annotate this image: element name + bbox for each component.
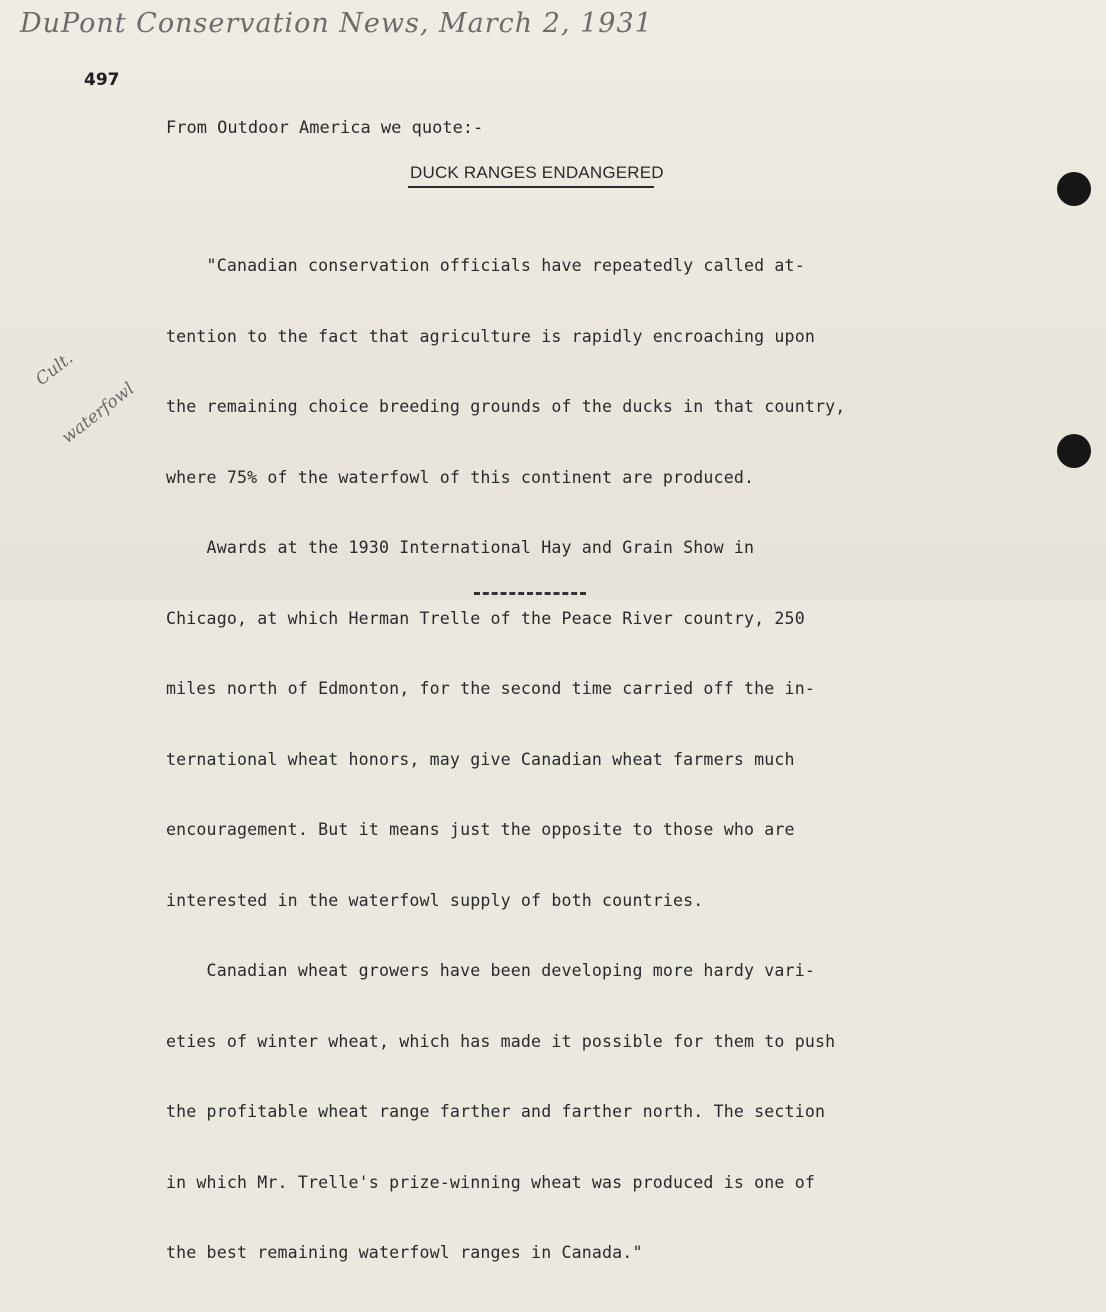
- handwritten-source-note: DuPont Conservation News, March 2, 1931: [20, 8, 653, 39]
- article-title: DUCK RANGES ENDANGERED: [410, 163, 664, 182]
- body-line: miles north of Edmonton, for the second time carried off the in-: [166, 679, 815, 698]
- margin-note-line: waterfowl: [58, 378, 139, 448]
- page-number: 497: [84, 70, 120, 90]
- end-rule: [474, 592, 586, 595]
- body-line: where 75% of the waterfowl of this continent are produced.: [166, 467, 755, 487]
- body-line: "Canadian conservation officials have repeatedly called at-: [166, 256, 805, 275]
- body-line: the remaining choice breeding grounds of the ducks in that country,: [166, 397, 846, 416]
- body-line: Awards at the 1930 International Hay and Grain Show in: [166, 538, 755, 557]
- punch-hole: [1057, 172, 1091, 206]
- body-line: Chicago, at which Herman Trelle of the Peace River country, 250: [166, 608, 805, 628]
- body-line: ternational wheat honors, may give Canadian wheat farmers much: [166, 749, 795, 769]
- title-underline: [408, 186, 654, 188]
- margin-annotation: [28, 350, 158, 450]
- body-line: the profitable wheat range farther and farther north. The section: [166, 1102, 826, 1121]
- body-line: the best remaining waterfowl ranges in Canada.": [166, 1243, 643, 1262]
- body-line: interested in the waterfowl supply of both countries.: [166, 890, 704, 910]
- article-body: [166, 207, 926, 1312]
- body-line: Canadian wheat growers have been developing more hardy vari-: [166, 961, 815, 980]
- body-line: in which Mr. Trelle's prize-winning wheat was produced is one of: [166, 1172, 815, 1192]
- margin-note-line: Cult.: [32, 348, 78, 390]
- intro-line: From Outdoor America we quote:-: [166, 118, 484, 138]
- body-line: eties of winter wheat, which has made it possible for them to push: [166, 1031, 836, 1051]
- body-line: tention to the fact that agriculture is rapidly encroaching upon: [166, 326, 815, 346]
- punch-hole: [1057, 434, 1091, 468]
- body-line: encouragement. But it means just the opposite to those who are: [166, 820, 795, 839]
